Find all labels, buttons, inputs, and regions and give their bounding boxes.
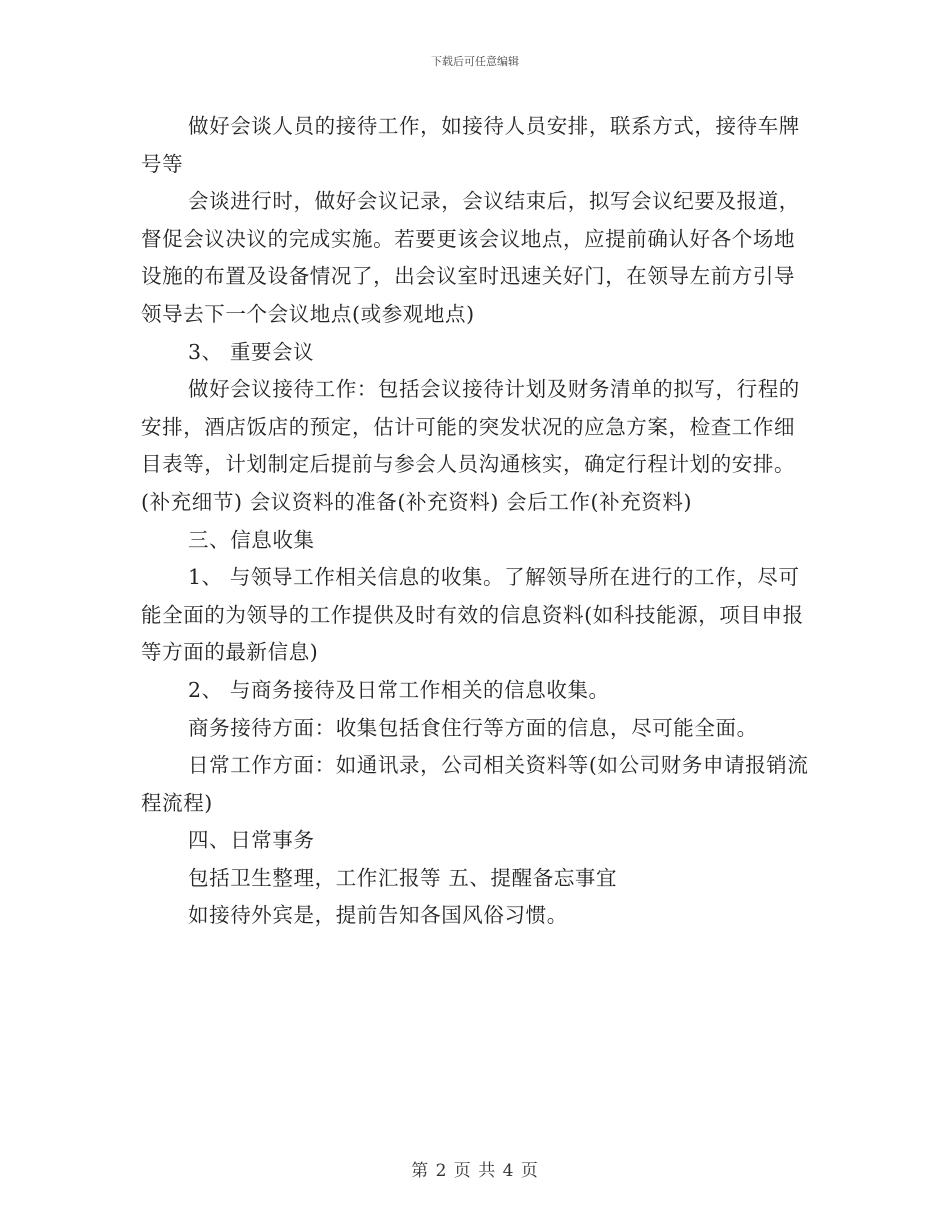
section-heading: 3、 重要会议 bbox=[188, 339, 315, 364]
section-heading: 四、日常事务 bbox=[188, 828, 315, 853]
page-number: 第 2 页 共 4 页 bbox=[411, 1161, 539, 1181]
header-note: 下载后可任意编辑 bbox=[431, 55, 519, 68]
paragraph: 日常工作方面：如通讯录，公司相关资料等(如公司财务申请报销流程流程) bbox=[141, 753, 809, 815]
paragraph: 包括卫生整理，工作汇报等 五、提醒备忘事宜 bbox=[188, 865, 618, 890]
paragraph: 2、 与商务接待及日常工作相关的信息收集。 bbox=[188, 677, 610, 702]
paragraph: 1、 与领导工作相关信息的收集。了解领导所在进行的工作，尽可能全面的为领导的工作提供及时有效的信息资料(如科技能源，项目申报等方面的最新信息) bbox=[141, 565, 804, 665]
document-body bbox=[141, 108, 809, 935]
paragraph: 做好会议接待工作：包括会议接待计划及财务清单的拟写，行程的安排，酒店饭店的预定，估计可能的突发状况的应急方案，检查工作细目表等，计划制定后提前与参会人员沟通核实，确定行程计划的安排。(补充细节) 会议资料的准备(补充资料) 会后工作(补充资料) bbox=[141, 377, 800, 514]
section-heading: 三、信息收集 bbox=[188, 527, 315, 552]
paragraph: 商务接待方面：收集包括食住行等方面的信息，尽可能全面。 bbox=[188, 715, 758, 740]
paragraph: 如接待外宾是，提前告知各国风俗习惯。 bbox=[188, 903, 568, 928]
paragraph: 会谈进行时，做好会议记录，会议结束后，拟写会议纪要及报道，督促会议决议的完成实施。若要更该会议地点，应提前确认好各个场地设施的布置及设备情况了，出会议室时迅速关好门，在领导左前方引导领导去下一个会议地点(或参观地点) bbox=[141, 189, 800, 326]
paragraph: 做好会谈人员的接待工作，如接待人员安排，联系方式，接待车牌号等 bbox=[141, 114, 800, 176]
